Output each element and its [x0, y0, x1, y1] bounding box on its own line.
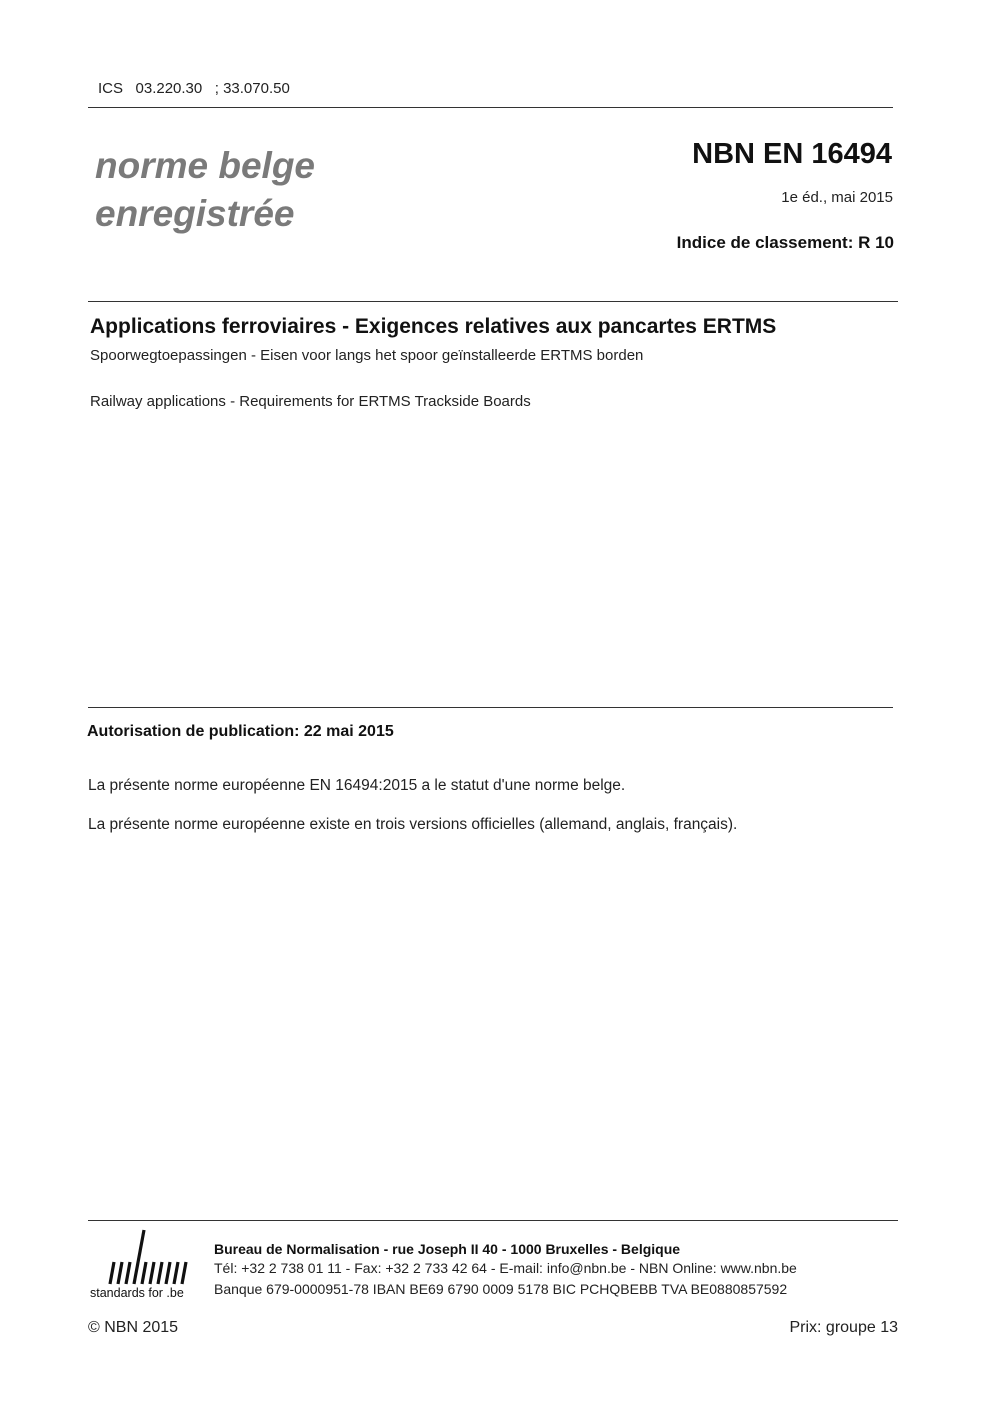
edition-date: 1e éd., mai 2015 [781, 189, 893, 206]
publication-rule [88, 707, 893, 708]
ics-codes: ICS 03.220.30 ; 33.070.50 [98, 80, 290, 97]
classification-index: Indice de classement: R 10 [676, 233, 894, 252]
versions-paragraph: La présente norme européenne existe en trois versions officielles (allemand, anglais, français). [88, 816, 738, 833]
publication-authorisation: Autorisation de publication: 22 mai 2015 [87, 723, 394, 740]
title-french: Applications ferroviaires - Exigences relatives aux pancartes ERTMS [90, 315, 777, 338]
title-english: Railway applications - Requirements for ERTMS Trackside Boards [90, 393, 531, 410]
nbn-logo-icon [88, 1228, 200, 1286]
logo-tagline: standards for .be [90, 1286, 184, 1300]
footer-address: Bureau de Normalisation - rue Joseph II 40 - 1000 Bruxelles - Belgique [214, 1241, 681, 1257]
copyright: © NBN 2015 [88, 1319, 179, 1336]
norm-label-line2: enregistrée [95, 193, 295, 234]
price-group: Prix: groupe 13 [789, 1319, 898, 1336]
footer-rule [88, 1220, 898, 1221]
norm-label-line1: norme belge [95, 145, 315, 186]
norm-label [95, 142, 315, 238]
title-dutch: Spoorwegtoepassingen - Eisen voor langs het spoor geïnstalleerde ERTMS borden [90, 347, 644, 364]
top-rule [88, 107, 893, 108]
nbn-logo [88, 1228, 200, 1308]
status-paragraph: La présente norme européenne EN 16494:2015 a le statut d'une norme belge. [88, 777, 626, 794]
standard-id: NBN EN 16494 [692, 138, 892, 170]
title-rule [88, 301, 898, 302]
footer-contact: Tél: +32 2 738 01 11 - Fax: +32 2 733 42 64 - E-mail: info@nbn.be - NBN Online: www.nbn.be [214, 1260, 797, 1276]
footer-bank: Banque 679-0000951-78 IBAN BE69 6790 0009 5178 BIC PCHQBEBB TVA BE0880857592 [214, 1281, 788, 1297]
